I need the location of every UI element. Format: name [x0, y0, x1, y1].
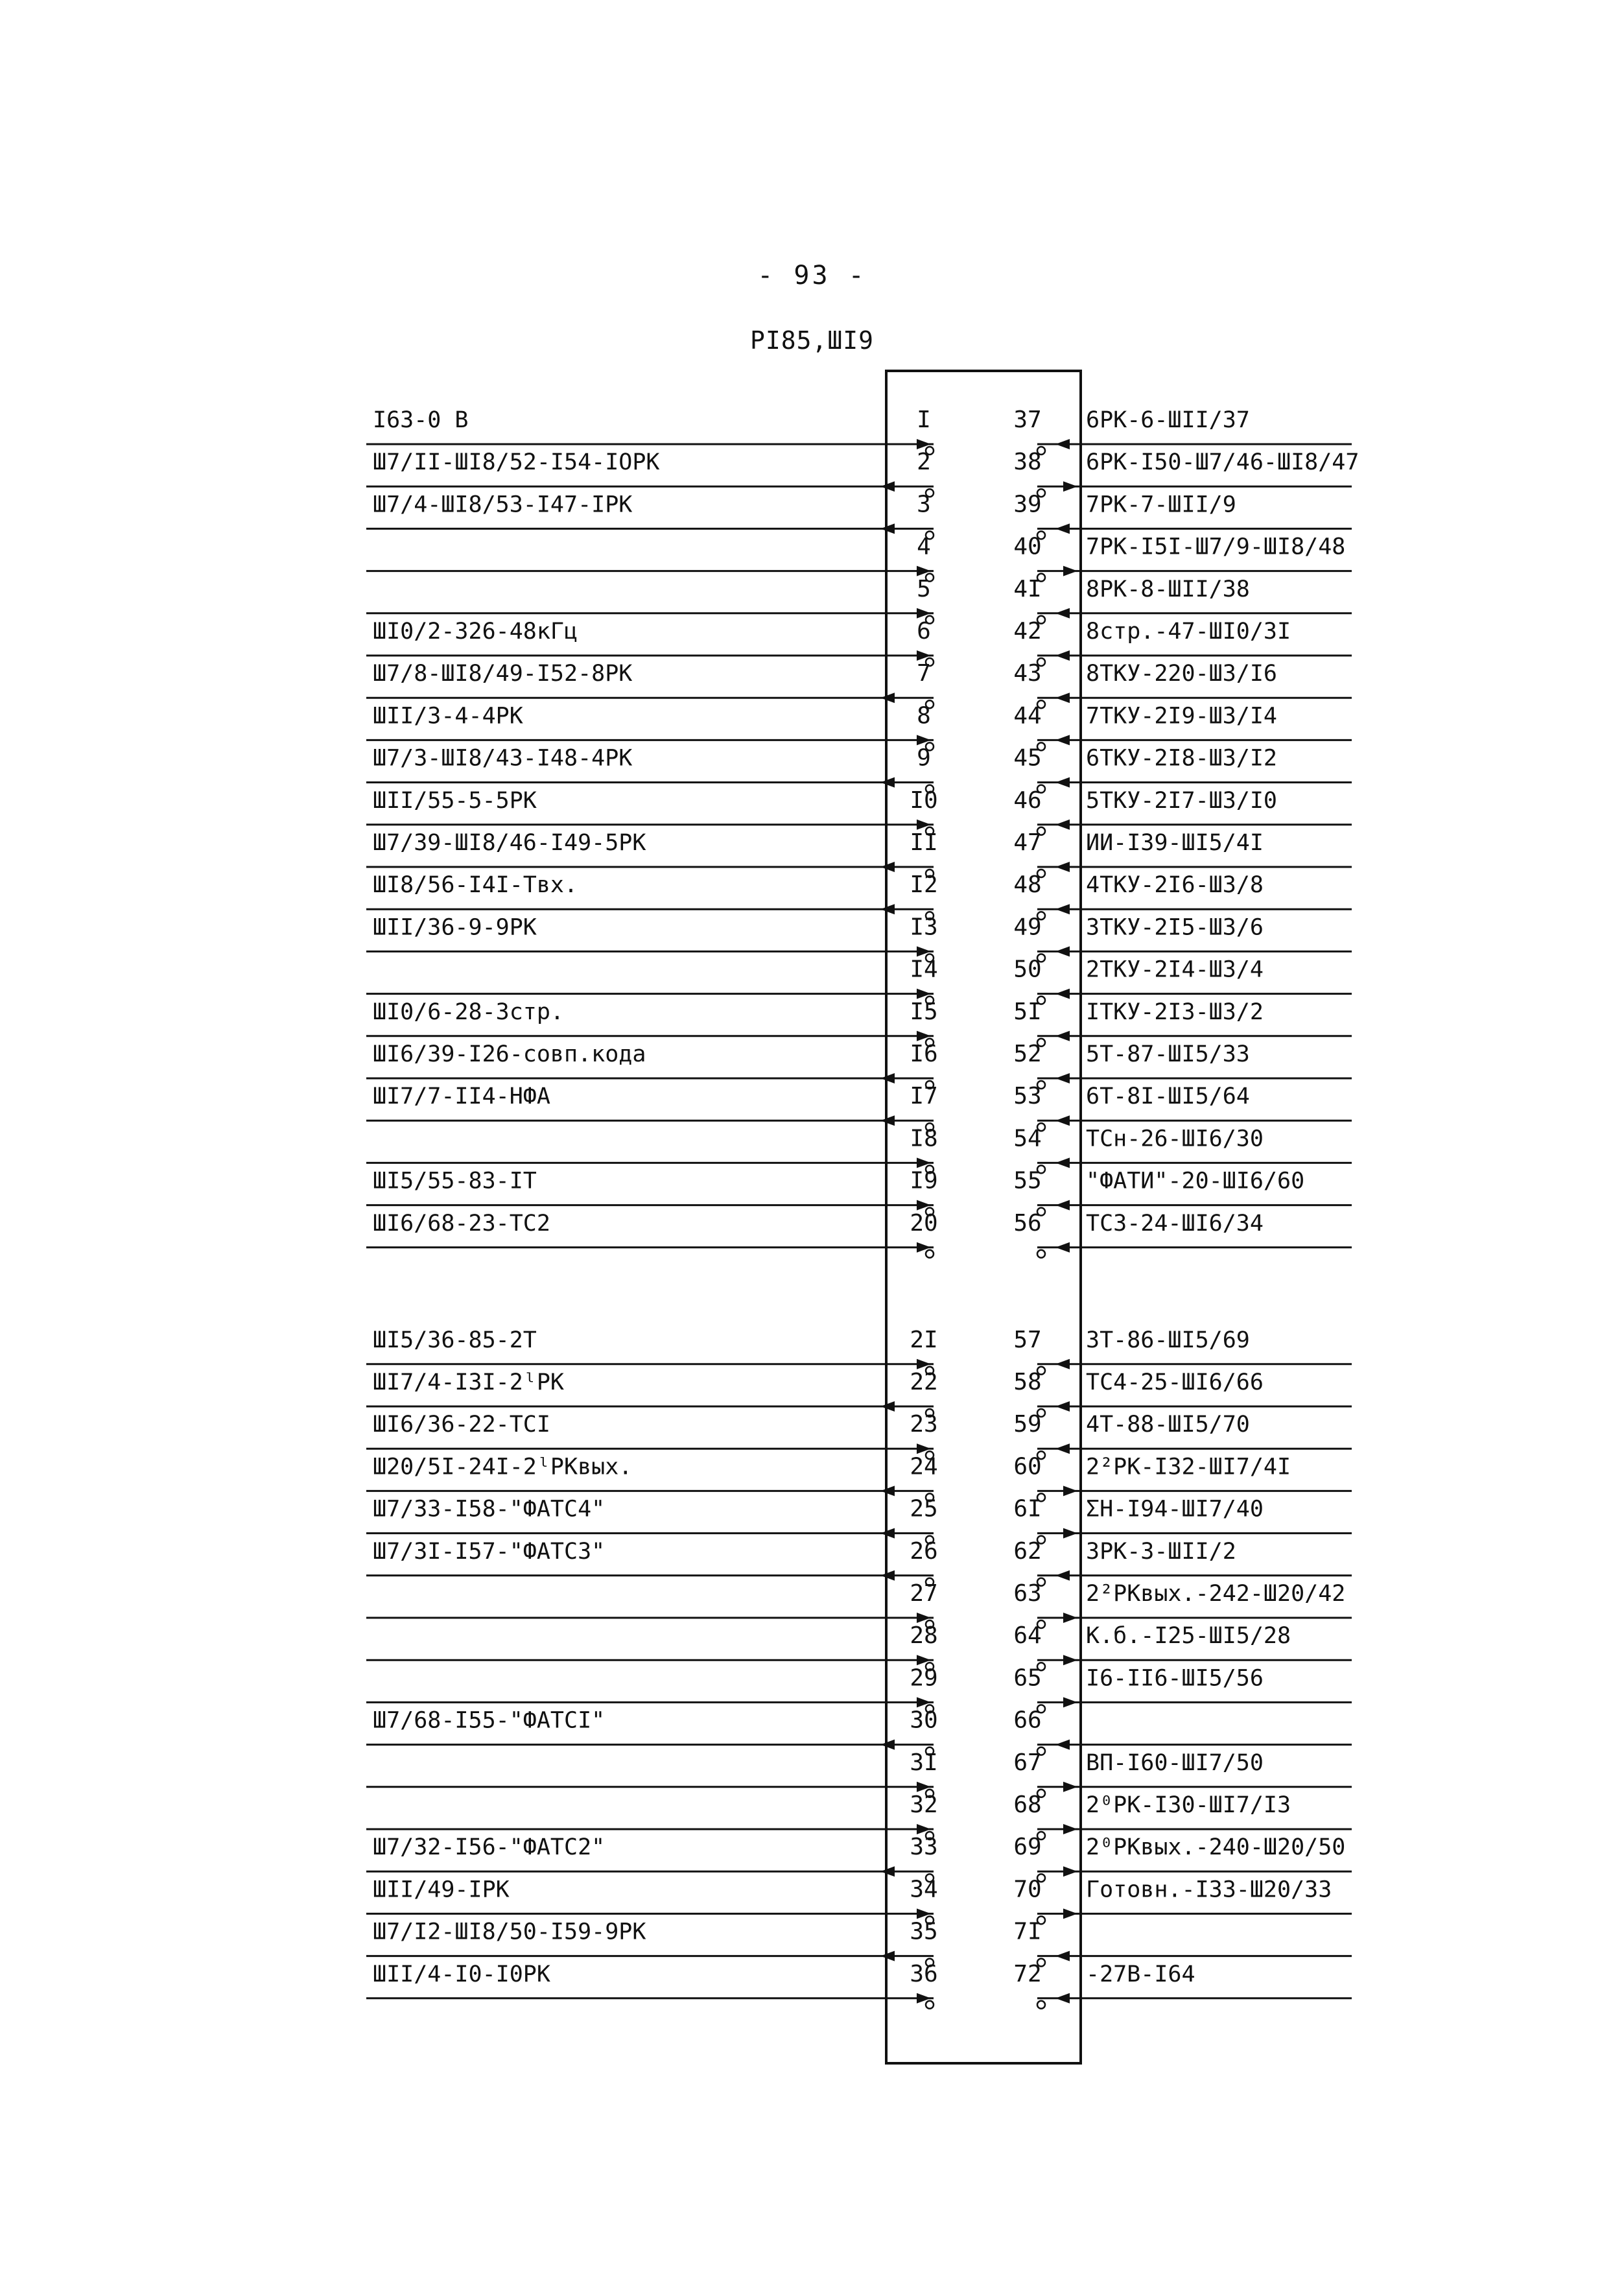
left-pin-row — [366, 787, 938, 835]
right-pin-label: 2²РК-I32-ШI7/4I — [1086, 1454, 1291, 1480]
left-pin-label: ШI0/2-326-48кГц — [373, 619, 578, 645]
right-pin-row — [1013, 745, 1352, 793]
left-pin-label: ШII/3-4-4РК — [373, 703, 523, 729]
left-pin-row — [366, 1580, 938, 1628]
arrow-left-icon — [1055, 1157, 1070, 1168]
right-pin-row — [1013, 1961, 1352, 2009]
right-pin-row — [1013, 1580, 1352, 1628]
right-pin-label: 6РК-I50-Ш7/46-ШI8/47 — [1086, 449, 1359, 476]
right-pin-row — [1013, 576, 1352, 624]
left-pin-label: Ш7/3I-I57-"ФАТС3" — [373, 1538, 606, 1565]
left-pin-row — [366, 1496, 938, 1544]
left-pin-row — [366, 1834, 938, 1882]
arrow-right-icon — [1063, 1824, 1077, 1834]
left-pin-number: 28 — [910, 1622, 938, 1650]
left-pin-row — [366, 660, 934, 708]
arrow-left-icon — [1055, 1073, 1070, 1083]
arrow-left-icon — [1055, 608, 1070, 619]
right-pin-label: 8РК-8-ШII/38 — [1086, 576, 1250, 602]
left-pin-number: 8 — [917, 702, 931, 729]
right-pin-row — [1013, 999, 1352, 1047]
left-pin-label: Ш7/4-ШI8/53-I47-IРК — [373, 491, 633, 518]
arrow-left-icon — [1055, 1031, 1070, 1041]
right-pin-label: 4Т-88-ШI5/70 — [1086, 1412, 1250, 1438]
right-pin-number: 62 — [1013, 1537, 1042, 1565]
right-pin-row — [1013, 956, 1352, 1004]
right-pin-label: 8стр.-47-ШI0/3I — [1086, 619, 1291, 645]
right-pin-number: 56 — [1013, 1209, 1042, 1237]
right-pin-row — [1013, 1622, 1352, 1670]
left-pin-label: ШII/49-IРК — [373, 1877, 510, 1903]
right-pin-number: 43 — [1013, 660, 1042, 687]
right-pin-number: 5I — [1013, 998, 1042, 1025]
arrow-left-icon — [1055, 1242, 1070, 1253]
left-pin-label: ШI8/56-I4I-Твх. — [373, 872, 578, 899]
left-pin-row — [366, 534, 934, 582]
right-pin-label: 2ТКУ-2I4-Ш3/4 — [1086, 956, 1264, 983]
left-pin-label: ШI5/55-83-IТ — [373, 1168, 537, 1194]
left-pin-row — [366, 702, 934, 750]
right-pin-row — [1013, 702, 1352, 750]
left-pin-label: Ш7/3-ШI8/43-I48-4РК — [373, 745, 633, 772]
left-pin-number: 24 — [910, 1453, 938, 1480]
right-pin-number: 44 — [1013, 702, 1042, 729]
right-pin-label: 6ТКУ-2I8-Ш3/I2 — [1086, 745, 1278, 772]
arrow-left-icon — [1055, 777, 1070, 788]
right-pin-label: 2⁰РК-I30-ШI7/I3 — [1086, 1792, 1291, 1818]
arrow-right-icon — [1063, 1528, 1077, 1539]
arrow-right-icon — [1063, 566, 1077, 576]
right-pin-number: 46 — [1013, 787, 1042, 814]
arrow-left-icon — [1055, 693, 1070, 703]
arrow-left-icon — [1055, 1200, 1070, 1211]
right-pin-label: 7ТКУ-2I9-Ш3/I4 — [1086, 703, 1278, 729]
right-pin-number: 54 — [1013, 1125, 1042, 1152]
right-pin-number: 52 — [1013, 1041, 1042, 1067]
contact-ring — [926, 1250, 934, 1258]
right-pin-row — [1013, 491, 1352, 539]
right-pin-number: 64 — [1013, 1622, 1042, 1650]
left-pin-row — [366, 956, 938, 1004]
left-pin-number: 32 — [910, 1792, 938, 1818]
right-pin-label: 6РК-6-ШII/37 — [1086, 407, 1250, 433]
left-pin-number: 9 — [917, 744, 931, 772]
right-pin-row — [1013, 1168, 1352, 1216]
right-pin-row — [1013, 1453, 1352, 1501]
contact-ring — [1037, 2001, 1045, 2009]
right-pin-number: 69 — [1013, 1834, 1042, 1861]
left-pin-number: I7 — [910, 1083, 938, 1110]
left-pin-label: ШI0/6-28-3стр. — [373, 999, 565, 1025]
left-pin-number: 20 — [910, 1209, 938, 1237]
right-pin-row — [1013, 1496, 1352, 1544]
right-pin-number: 68 — [1013, 1792, 1042, 1818]
left-pin-number: 35 — [910, 1918, 938, 1945]
contact-ring — [1037, 1250, 1045, 1258]
arrow-right-icon — [1063, 1486, 1077, 1496]
arrow-right-icon — [1063, 1908, 1077, 1919]
right-pin-number: 53 — [1013, 1083, 1042, 1110]
left-pin-label: Ш7/68-I55-"ФАТСI" — [373, 1707, 606, 1734]
left-pin-row — [366, 871, 938, 919]
right-pin-label: ИИ-I39-ШI5/4I — [1086, 830, 1264, 856]
left-pin-row — [366, 1664, 938, 1712]
right-pin-row — [1013, 1876, 1352, 1924]
right-pin-label: 3ТКУ-2I5-Ш3/6 — [1086, 914, 1264, 941]
left-pin-row — [366, 576, 934, 624]
left-pin-row — [366, 1453, 938, 1501]
right-pin-number: 48 — [1013, 871, 1042, 899]
arrow-left-icon — [1055, 1443, 1070, 1454]
left-pin-label: Ш7/II-ШI8/52-I54-IOРК — [373, 449, 660, 476]
left-pin-label: Ш7/33-I58-"ФАТС4" — [373, 1496, 606, 1522]
right-pin-row — [1013, 1919, 1352, 1967]
right-pin-label: 2⁰РКвых.-240-Ш20/50 — [1086, 1834, 1346, 1861]
arrow-left-icon — [1055, 946, 1070, 956]
left-pin-row — [366, 1327, 938, 1375]
left-pin-number: 30 — [910, 1707, 938, 1734]
left-pin-number: 23 — [910, 1411, 938, 1438]
left-pin-row — [366, 491, 934, 539]
left-pin-number: I — [917, 407, 931, 433]
left-pin-row — [366, 1369, 938, 1417]
arrow-left-icon — [1055, 1115, 1070, 1126]
left-pin-row — [366, 999, 938, 1047]
left-pin-number: I0 — [910, 787, 938, 814]
arrow-right-icon — [1063, 1613, 1077, 1623]
left-pin-row — [366, 1210, 938, 1258]
left-pin-label: ШI6/39-I26-совп.кода — [373, 1041, 646, 1067]
arrow-left-icon — [1055, 1401, 1070, 1412]
right-pin-label: "ФАТИ"-20-ШI6/60 — [1086, 1168, 1305, 1194]
left-pin-row — [366, 1919, 938, 1967]
left-pin-number: 4 — [917, 533, 931, 560]
left-pin-row — [366, 1707, 938, 1755]
left-pin-number: 3 — [917, 491, 931, 518]
right-pin-label: 4ТКУ-2I6-Ш3/8 — [1086, 872, 1264, 899]
arrow-right-icon — [1063, 1782, 1077, 1792]
connector-title: PI85,ШI9 — [749, 326, 875, 355]
left-pin-number: 25 — [910, 1495, 938, 1522]
left-pin-label: I63-0 В — [373, 407, 469, 433]
right-pin-row — [1013, 1749, 1352, 1797]
right-pin-number: 72 — [1013, 1960, 1042, 1987]
left-pin-label: ШI5/36-85-2Т — [373, 1327, 537, 1353]
right-pin-number: 65 — [1013, 1664, 1042, 1692]
right-pin-row — [1013, 1664, 1352, 1712]
right-pin-number: 38 — [1013, 449, 1042, 476]
right-pin-row — [1013, 1834, 1352, 1882]
left-pin-label: ШII/4-I0-I0РК — [373, 1961, 550, 1987]
right-pin-label: 5Т-87-ШI5/33 — [1086, 1041, 1250, 1067]
right-pin-group — [1013, 407, 1359, 2009]
left-pin-row — [366, 914, 938, 962]
right-pin-row — [1013, 871, 1352, 919]
right-pin-number: 50 — [1013, 956, 1042, 983]
right-pin-row — [1013, 618, 1352, 666]
right-pin-label: ТС4-25-ШI6/66 — [1086, 1369, 1264, 1395]
right-pin-label: К.б.-I25-ШI5/28 — [1086, 1623, 1291, 1650]
left-pin-row — [366, 745, 934, 793]
left-pin-label: Ш7/32-I56-"ФАТС2" — [373, 1834, 606, 1861]
right-pin-number: 39 — [1013, 491, 1042, 518]
right-pin-number: 49 — [1013, 914, 1042, 941]
right-pin-row — [1013, 1210, 1352, 1258]
right-pin-label: 7РК-7-ШII/9 — [1086, 491, 1236, 518]
right-pin-label: ТСн-26-ШI6/30 — [1086, 1126, 1264, 1152]
contact-ring — [926, 2001, 934, 2009]
left-pin-number: I2 — [910, 871, 938, 899]
right-pin-row — [1013, 1125, 1352, 1173]
left-pin-group — [366, 407, 938, 2009]
right-pin-number: 70 — [1013, 1876, 1042, 1903]
left-pin-number: I5 — [910, 998, 938, 1025]
right-pin-number: 40 — [1013, 533, 1042, 560]
right-pin-label: 5ТКУ-2I7-Ш3/I0 — [1086, 787, 1278, 814]
arrow-left-icon — [1055, 650, 1070, 661]
right-pin-number: 55 — [1013, 1167, 1042, 1194]
arrow-left-icon — [1055, 1359, 1070, 1369]
left-pin-label: ШI7/4-I3I-2ˡРК — [373, 1369, 565, 1395]
left-pin-label: Ш20/5I-24I-2ˡРКвых. — [373, 1454, 633, 1480]
left-pin-number: 5 — [917, 575, 931, 602]
right-pin-number: 37 — [1013, 407, 1042, 433]
right-pin-number: 60 — [1013, 1453, 1042, 1480]
arrow-left-icon — [1055, 989, 1070, 999]
left-pin-number: 27 — [910, 1580, 938, 1607]
right-pin-row — [1013, 914, 1352, 962]
arrow-left-icon — [1055, 1740, 1070, 1750]
left-pin-number: 2I — [910, 1326, 938, 1353]
left-pin-number: 22 — [910, 1369, 938, 1395]
left-pin-row — [366, 1125, 938, 1173]
left-pin-number: 3I — [910, 1749, 938, 1776]
left-pin-label: ШI6/36-22-ТСI — [373, 1412, 550, 1438]
right-pin-label: IТКУ-2I3-Ш3/2 — [1086, 999, 1264, 1025]
right-pin-number: 67 — [1013, 1749, 1042, 1776]
right-pin-number: 7I — [1013, 1918, 1042, 1945]
left-pin-row — [366, 1168, 938, 1216]
right-pin-row — [1013, 1041, 1352, 1089]
arrow-left-icon — [1055, 862, 1070, 872]
left-pin-label: ШI6/68-23-ТС2 — [373, 1210, 550, 1237]
right-pin-row — [1013, 1083, 1352, 1131]
right-pin-number: 57 — [1013, 1326, 1042, 1353]
left-pin-label: ШII/55-5-5РК — [373, 787, 537, 814]
arrow-left-icon — [1055, 523, 1070, 534]
left-pin-number: I8 — [910, 1125, 938, 1152]
left-pin-row — [366, 829, 938, 877]
left-pin-number: 36 — [910, 1960, 938, 1987]
left-pin-row — [366, 1538, 938, 1586]
arrow-right-icon — [1063, 1866, 1077, 1877]
right-pin-row — [1013, 1538, 1352, 1586]
right-pin-label: ВП-I60-ШI7/50 — [1086, 1749, 1264, 1776]
left-pin-label: Ш7/I2-ШI8/50-I59-9РК — [373, 1919, 646, 1945]
left-pin-row — [366, 618, 934, 666]
left-pin-number: I9 — [910, 1167, 938, 1194]
right-pin-label: 2²РКвых.-242-Ш20/42 — [1086, 1581, 1346, 1607]
right-pin-row — [1013, 1792, 1352, 1840]
arrow-right-icon — [1063, 481, 1077, 491]
right-pin-number: 6I — [1013, 1495, 1042, 1522]
left-pin-number: I4 — [910, 956, 938, 983]
right-pin-row — [1013, 407, 1352, 455]
left-pin-row — [366, 1961, 938, 2009]
right-pin-label: I6-II6-ШI5/56 — [1086, 1665, 1264, 1692]
arrow-right-icon — [1063, 1655, 1077, 1665]
arrow-left-icon — [1055, 904, 1070, 914]
right-pin-row — [1013, 1707, 1352, 1755]
left-pin-row — [366, 407, 934, 455]
right-pin-label: ΣН-I94-ШI7/40 — [1086, 1496, 1264, 1522]
left-pin-number: II — [910, 829, 938, 856]
right-pin-number: 42 — [1013, 618, 1042, 645]
left-pin-label: Ш7/8-ШI8/49-I52-8РК — [373, 661, 633, 687]
right-pin-label: 3РК-3-ШII/2 — [1086, 1538, 1236, 1565]
left-pin-number: 6 — [917, 618, 931, 645]
arrow-left-icon — [1055, 820, 1070, 830]
left-pin-number: 26 — [910, 1537, 938, 1565]
left-pin-number: 34 — [910, 1876, 938, 1903]
left-pin-row — [366, 1876, 938, 1924]
left-pin-row — [366, 1041, 938, 1089]
right-pin-label: 7РК-I5I-Ш7/9-ШI8/48 — [1086, 534, 1346, 560]
right-pin-row — [1013, 829, 1352, 877]
right-pin-row — [1013, 660, 1352, 708]
right-pin-row — [1013, 534, 1352, 582]
right-pin-number: 45 — [1013, 744, 1042, 772]
left-pin-number: 7 — [917, 660, 931, 687]
left-pin-number: 29 — [910, 1664, 938, 1692]
right-pin-number: 4I — [1013, 575, 1042, 602]
right-pin-number: 58 — [1013, 1369, 1042, 1395]
left-pin-row — [366, 1411, 938, 1459]
left-pin-label: ШI7/7-II4-НФА — [373, 1083, 550, 1110]
right-pin-row — [1013, 1327, 1352, 1375]
right-pin-row — [1013, 1411, 1352, 1459]
arrow-right-icon — [1063, 1697, 1077, 1707]
left-pin-number: I6 — [910, 1041, 938, 1067]
right-pin-number: 63 — [1013, 1580, 1042, 1607]
right-pin-row — [1013, 449, 1359, 497]
left-pin-label: Ш7/39-ШI8/46-I49-5РК — [373, 830, 646, 856]
right-pin-label: Готовн.-I33-Ш20/33 — [1086, 1877, 1332, 1903]
left-pin-row — [366, 1622, 938, 1670]
right-pin-number: 47 — [1013, 829, 1042, 856]
right-pin-label: 3Т-86-ШI5/69 — [1086, 1327, 1250, 1353]
right-pin-label: 8ТКУ-220-Ш3/I6 — [1086, 661, 1278, 687]
arrow-left-icon — [1055, 1570, 1070, 1581]
page-number: - 93 - — [757, 261, 867, 290]
left-pin-row — [366, 1083, 938, 1131]
right-pin-label: -27В-I64 — [1086, 1961, 1195, 1987]
right-pin-number: 66 — [1013, 1707, 1042, 1734]
right-pin-number: 59 — [1013, 1411, 1042, 1438]
arrow-left-icon — [1055, 735, 1070, 745]
left-pin-row — [366, 1749, 938, 1797]
left-pin-row — [366, 449, 934, 497]
left-pin-number: 33 — [910, 1834, 938, 1861]
arrow-left-icon — [1055, 1951, 1070, 1961]
right-pin-row — [1013, 1369, 1352, 1417]
right-pin-label: 6Т-8I-ШI5/64 — [1086, 1083, 1250, 1110]
right-pin-label: ТС3-24-ШI6/34 — [1086, 1210, 1264, 1237]
right-pin-row — [1013, 787, 1352, 835]
arrow-left-icon — [1055, 439, 1070, 449]
left-pin-number: I3 — [910, 914, 938, 941]
arrow-left-icon — [1055, 1993, 1070, 2004]
left-pin-number: 2 — [917, 449, 931, 476]
left-pin-row — [366, 1792, 938, 1840]
left-pin-label: ШII/36-9-9РК — [373, 914, 537, 941]
